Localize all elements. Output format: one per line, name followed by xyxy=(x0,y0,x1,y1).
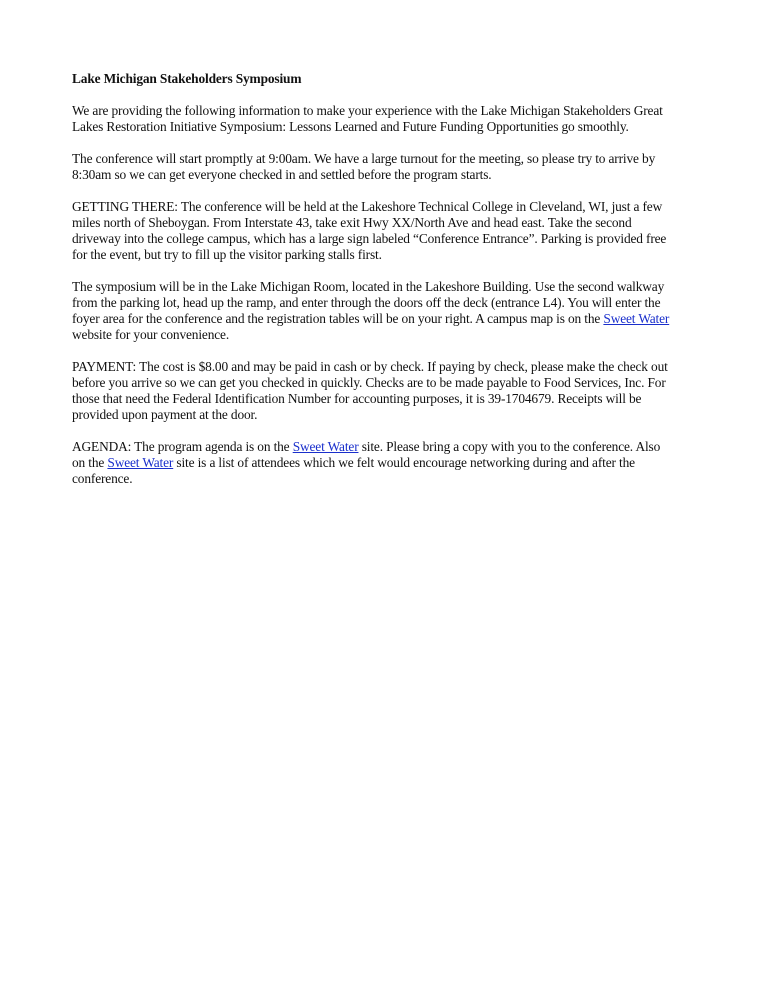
text-segment: on the xyxy=(72,455,108,470)
text-line xyxy=(72,311,722,327)
location-paragraph xyxy=(72,279,722,343)
document-body xyxy=(72,71,722,503)
intro-paragraph xyxy=(72,103,722,135)
text-line: 8:30am so we can get everyone checked in and settled before the program starts. xyxy=(72,167,492,182)
payment-paragraph xyxy=(72,359,722,423)
text-line: before you arrive so we can get you checked in quickly. Checks are to be made payable to Food Services, Inc. For xyxy=(72,375,666,390)
sweet-water-link[interactable]: Sweet Water xyxy=(107,455,174,470)
text-segment: AGENDA: The program agenda is on the xyxy=(72,439,293,454)
text-line: driveway into the college campus, which has a large sign labeled “Conference Entrance”. Parking is provided free xyxy=(72,231,667,246)
text-segment: site is a list of attendees which we felt would encourage networking during and after the xyxy=(173,455,635,470)
text-line: We are providing the following information to make your experience with the Lake Michigan Stakeholders Great xyxy=(72,103,663,118)
text-line: those that need the Federal Identification Number for accounting purposes, it is 39-1704679. Receipts will be xyxy=(72,391,642,406)
getting-there-paragraph xyxy=(72,199,722,263)
text-line: provided upon payment at the door. xyxy=(72,407,258,422)
sweet-water-link[interactable]: Sweet Water xyxy=(603,311,670,326)
text-segment: site. Please bring a copy with you to the conference. Also xyxy=(358,439,661,454)
agenda-paragraph xyxy=(72,439,722,487)
start-time-paragraph xyxy=(72,151,722,183)
text-segment: foyer area for the conference and the registration tables will be on your right. A campus map is on the xyxy=(72,311,604,326)
text-line: from the parking lot, head up the ramp, and enter through the doors off the deck (entrance L4). You will enter the xyxy=(72,295,661,310)
sweet-water-link[interactable]: Sweet Water xyxy=(292,439,359,454)
text-line xyxy=(72,439,722,455)
text-line: PAYMENT: The cost is $8.00 and may be paid in cash or by check. If paying by check, please make the check out xyxy=(72,359,668,374)
text-line: miles north of Sheboygan. From Interstate 43, take exit Hwy XX/North Ave and head east. Take the second xyxy=(72,215,632,230)
text-line: The symposium will be in the Lake Michigan Room, located in the Lakeshore Building. Use the second walkway xyxy=(72,279,665,294)
text-line: for the event, but try to fill up the visitor parking stalls first. xyxy=(72,247,382,262)
text-line xyxy=(72,455,722,471)
text-line: website for your convenience. xyxy=(72,327,230,342)
text-line: GETTING THERE: The conference will be held at the Lakeshore Technical College in Cleveland, WI, just a few xyxy=(72,199,663,214)
text-line: The conference will start promptly at 9:00am. We have a large turnout for the meeting, so please try to arrive by xyxy=(72,151,656,166)
text-line: Lakes Restoration Initiative Symposium: Lessons Learned and Future Funding Opportunities go smoothly. xyxy=(72,119,629,134)
text-line: conference. xyxy=(72,471,133,486)
document-title: Lake Michigan Stakeholders Symposium xyxy=(72,71,302,86)
